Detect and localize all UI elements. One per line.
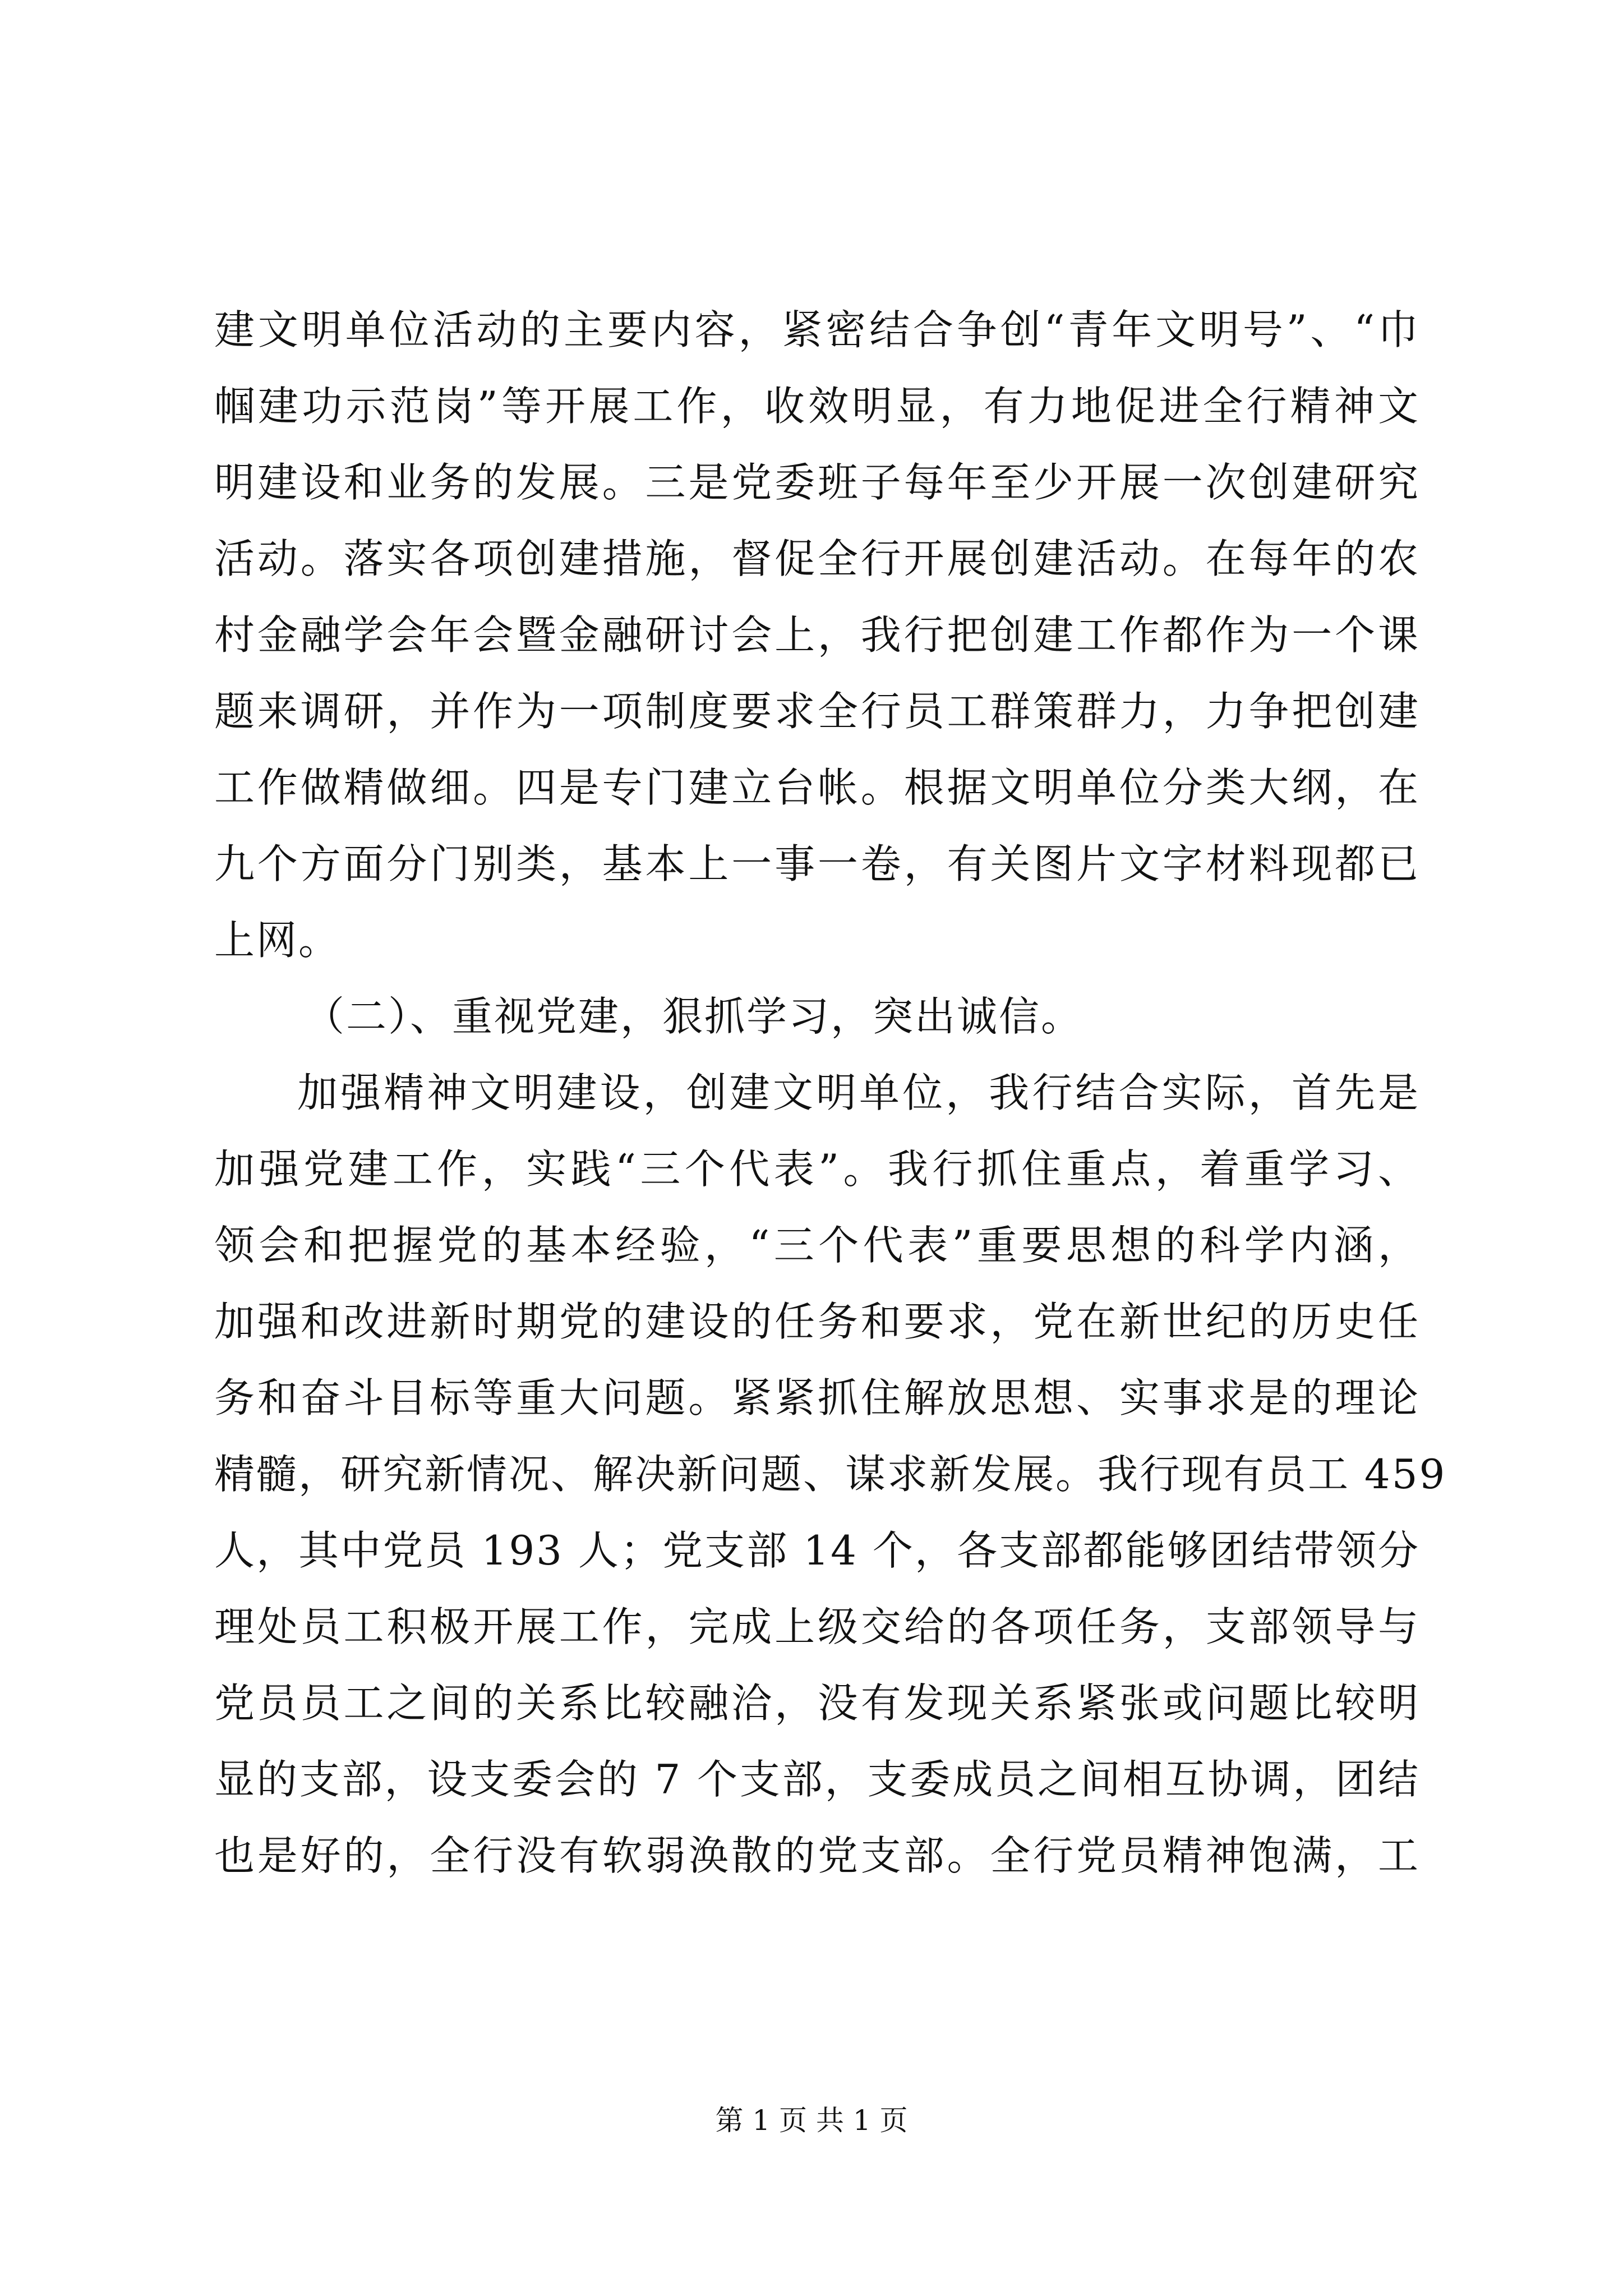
text-line-11: 加强精神文明建设，创建文明单位，我行结合实际，首先是: [297, 1069, 1420, 1116]
text-line-13: 领会和把握党的基本经验，“三个代表”重要思想的科学内涵，: [214, 1222, 1420, 1269]
text-line-14: 加强和改进新时期党的建设的任务和要求，党在新世纪的历史任: [214, 1298, 1420, 1345]
text-line-21: 也是好的，全行没有软弱涣散的党支部。全行党员精神饱满，工: [214, 1832, 1420, 1879]
text-line-3: 明建设和业务的发展。三是党委班子每年至少开展一次创建研究: [214, 459, 1420, 506]
text-line-5: 村金融学会年会暨金融研讨会上，我行把创建工作都作为一个课: [214, 611, 1420, 659]
text-line-9: 上网。: [214, 917, 341, 964]
text-line-16: 精髓，研究新情况、解决新问题、谋求新发展。我行现有员工 459: [214, 1451, 1447, 1498]
text-line-8: 九个方面分门别类，基本上一事一卷，有关图片文字材料现都已: [214, 840, 1420, 887]
text-line-1: 建文明单位活动的主要内容，紧密结合争创“青年文明号”、“巾: [214, 306, 1420, 353]
page-footer: [0, 2101, 1623, 2140]
text-line-4: 活动。落实各项创建措施，督促全行开展创建活动。在每年的农: [214, 535, 1420, 582]
text-line-17: 人，其中党员 193 人；党支部 14 个，各支部都能够团结带领分: [214, 1527, 1420, 1574]
section-heading: （二）、重视党建，狠抓学习，突出诚信。: [304, 993, 1083, 1040]
text-line-18: 理处员工积极开展工作，完成上级交给的各项任务，支部领导与: [214, 1603, 1420, 1650]
text-line-6: 题来调研，并作为一项制度要求全行员工群策群力，力争把创建: [214, 688, 1420, 735]
text-line-19: 党员员工之间的关系比较融洽，没有发现关系紧张或问题比较明: [214, 1680, 1420, 1727]
text-line-2: 帼建功示范岗”等开展工作，收效明显，有力地促进全行精神文: [214, 383, 1420, 430]
text-line-20: 显的支部，设支委会的 7 个支部，支委成员之间相互协调，团结: [214, 1756, 1420, 1803]
text-line-7: 工作做精做细。四是专门建立台帐。根据文明单位分类大纲，在: [214, 764, 1420, 811]
page-number-text: 第 1 页 共 1 页: [715, 2104, 908, 2137]
text-line-12: 加强党建工作，实践“三个代表”。我行抓住重点，着重学习、: [214, 1145, 1420, 1193]
text-line-15: 务和奋斗目标等重大问题。紧紧抓住解放思想、实事求是的理论: [214, 1374, 1420, 1421]
document-body: [214, 292, 1447, 1894]
